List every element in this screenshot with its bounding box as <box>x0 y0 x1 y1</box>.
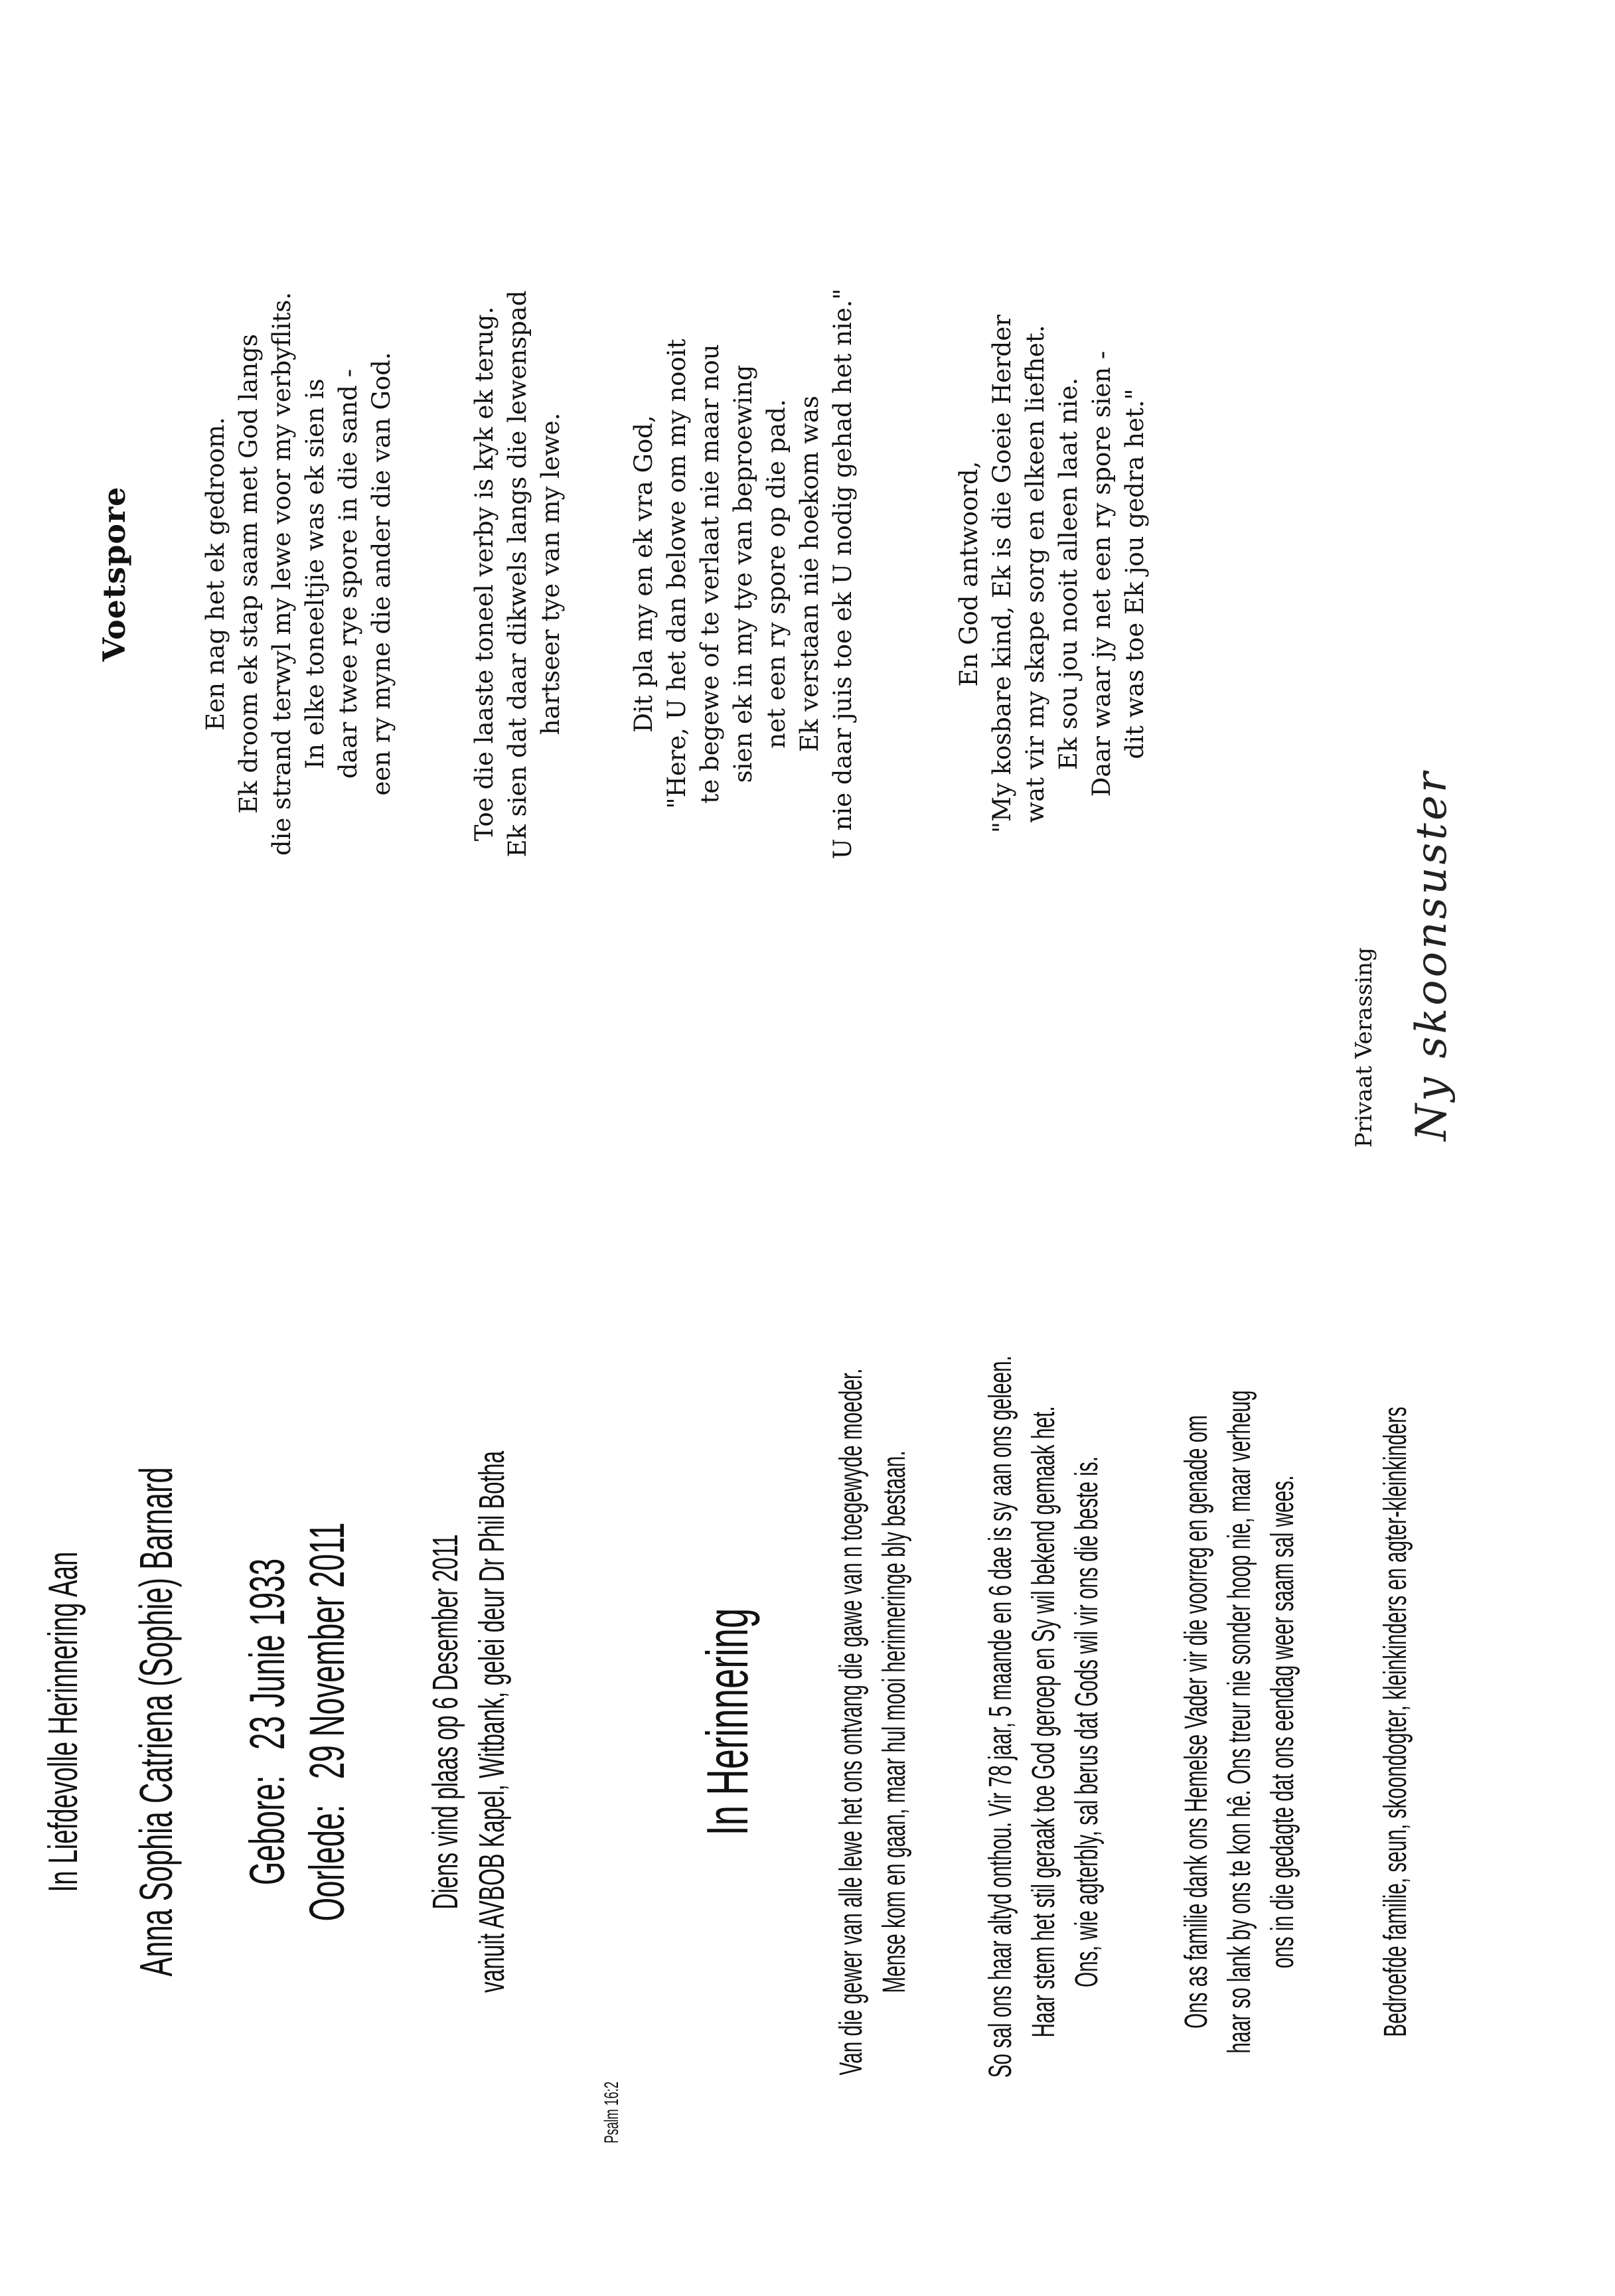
stanza-2-line: hartseer tye van my lewe. <box>536 412 565 735</box>
paragraph-3-line-1: Ons as familie dank ons Hemelse Vader vir die voorreg en genade om <box>1179 1415 1214 2029</box>
paragraph-2-line-2: Haar stem het stil geraak toe God geroep en Sy wil bekend gemaak het. <box>1026 1406 1061 2038</box>
stanza-1 <box>199 0 398 1148</box>
service-line-2: vanuit AVBOB Kapel, Witbank, gelei deur Dr Phil Botha <box>472 1450 512 1993</box>
stanza-1-line: die strand terwyl my lewe voor my verbyflits. <box>268 291 296 856</box>
stanza-3-line: sien ek in my tye van beproewing <box>729 364 757 783</box>
born-line <box>239 1366 295 2078</box>
stanza-4-line: dit was toe Ek jou gedra het." <box>1120 388 1149 759</box>
died-line <box>299 1366 355 2078</box>
stanza-1-line: In elke toneeltjie was ek sien is <box>301 378 329 769</box>
paragraph-2-line-3: Ons, wie agterbly, sal berus dat Gods wil vir ons die beste is. <box>1069 1456 1105 1988</box>
paragraph-2-line-1: So sal ons haar altyd onthou. Vir 78 jaar, 5 maande en 6 dae is sy aan ons geleen. <box>983 1355 1018 2078</box>
stanza-3 <box>627 0 860 1148</box>
closing-family-line: Bedroefde familie, seun, skoondogter, kleinkinders en agter-kleinkinders <box>1378 1407 1413 2037</box>
paragraph-3-line-2: haar so lank by ons te kon hê. Ons treur nie sonder hoop nie, maar verheug <box>1222 1390 1257 2054</box>
paragraph-3-line-3: ons in die gedagte dat ons eendag weer saam sal wees. <box>1265 1475 1300 1969</box>
service-line-1: Diens vind plaas op 6 Desember 2011 <box>425 1534 465 1910</box>
stanza-1-line: Een nag het ek gedroom. <box>201 417 230 731</box>
deceased-name: Anna Sophia Catriena (Sophie) Barnard <box>130 1467 182 1977</box>
paragraph-1-line-2: Mense kom en gaan, maar hul mooi herinneringe bly bestaan. <box>877 1450 912 1993</box>
stanza-4-line: Ek sou jou nooit alleen laat nie. <box>1054 377 1083 771</box>
stanza-2-line: Toe die laaste toneel verby is kyk ek terug. <box>470 306 499 842</box>
poem-title: Voetspore <box>96 486 132 662</box>
stanza-4-line: wat vir my skape sorg en elkeen liefhet. <box>1021 325 1049 823</box>
died-label: Oorlede: <box>299 1804 354 1922</box>
stanza-3-line: "Here, U het dan belowe om my nooit <box>662 339 691 809</box>
memorial-heading: In Liefdevolle Herinnering Aan <box>40 1551 86 1892</box>
section-title: In Herinnering <box>694 1608 760 1836</box>
stanza-4-line: "My kosbare kind, Ek is die Goeie Herder <box>988 315 1016 833</box>
stanza-2 <box>468 0 568 1148</box>
private-cremation-note: Privaat Verassing <box>1351 947 1377 1148</box>
stanza-1-line: Ek droom ek stap saam met God langs <box>234 334 263 814</box>
stanza-2-line: Ek sien dat daar dikwels langs die lewenspad <box>503 290 532 858</box>
stanza-4-line: En God antwoord, <box>955 461 983 687</box>
died-date: 29 November 2011 <box>299 1522 354 1780</box>
psalm-reference: Psalm 16:2 <box>601 2081 623 2143</box>
stanza-1-line: een ry myne die ander die van God. <box>367 352 396 796</box>
paragraph-1-line-1: Van die gewer van alle lewe het ons ontvang die gawe van n toegewyde moeder. <box>834 1368 869 2076</box>
born-date: 23 Junie 1933 <box>240 1558 295 1750</box>
stanza-3-line: Dit pla my en ek vra God, <box>629 415 658 733</box>
stanza-3-line: Ek verstaan nie hoekom was <box>795 396 824 752</box>
handwritten-signature: Ny skoonsuster <box>1407 769 1456 1141</box>
born-label: Gebore: <box>240 1775 295 1886</box>
stanza-3-line: net een ry spore op die pad. <box>762 399 791 749</box>
stanza-4-line: Daar waar jy net een ry spore sien - <box>1087 350 1116 797</box>
stanza-1-line: daar twee rye spore in die sand - <box>334 368 362 779</box>
stanza-4 <box>953 0 1152 1148</box>
stanza-3-line: te begewe of te verlaat nie maar nou <box>696 344 724 804</box>
memorial-front-panel <box>0 1148 1615 2296</box>
stanza-3-line: U nie daar juis toe ek U nodig gehad het nie." <box>828 288 857 860</box>
